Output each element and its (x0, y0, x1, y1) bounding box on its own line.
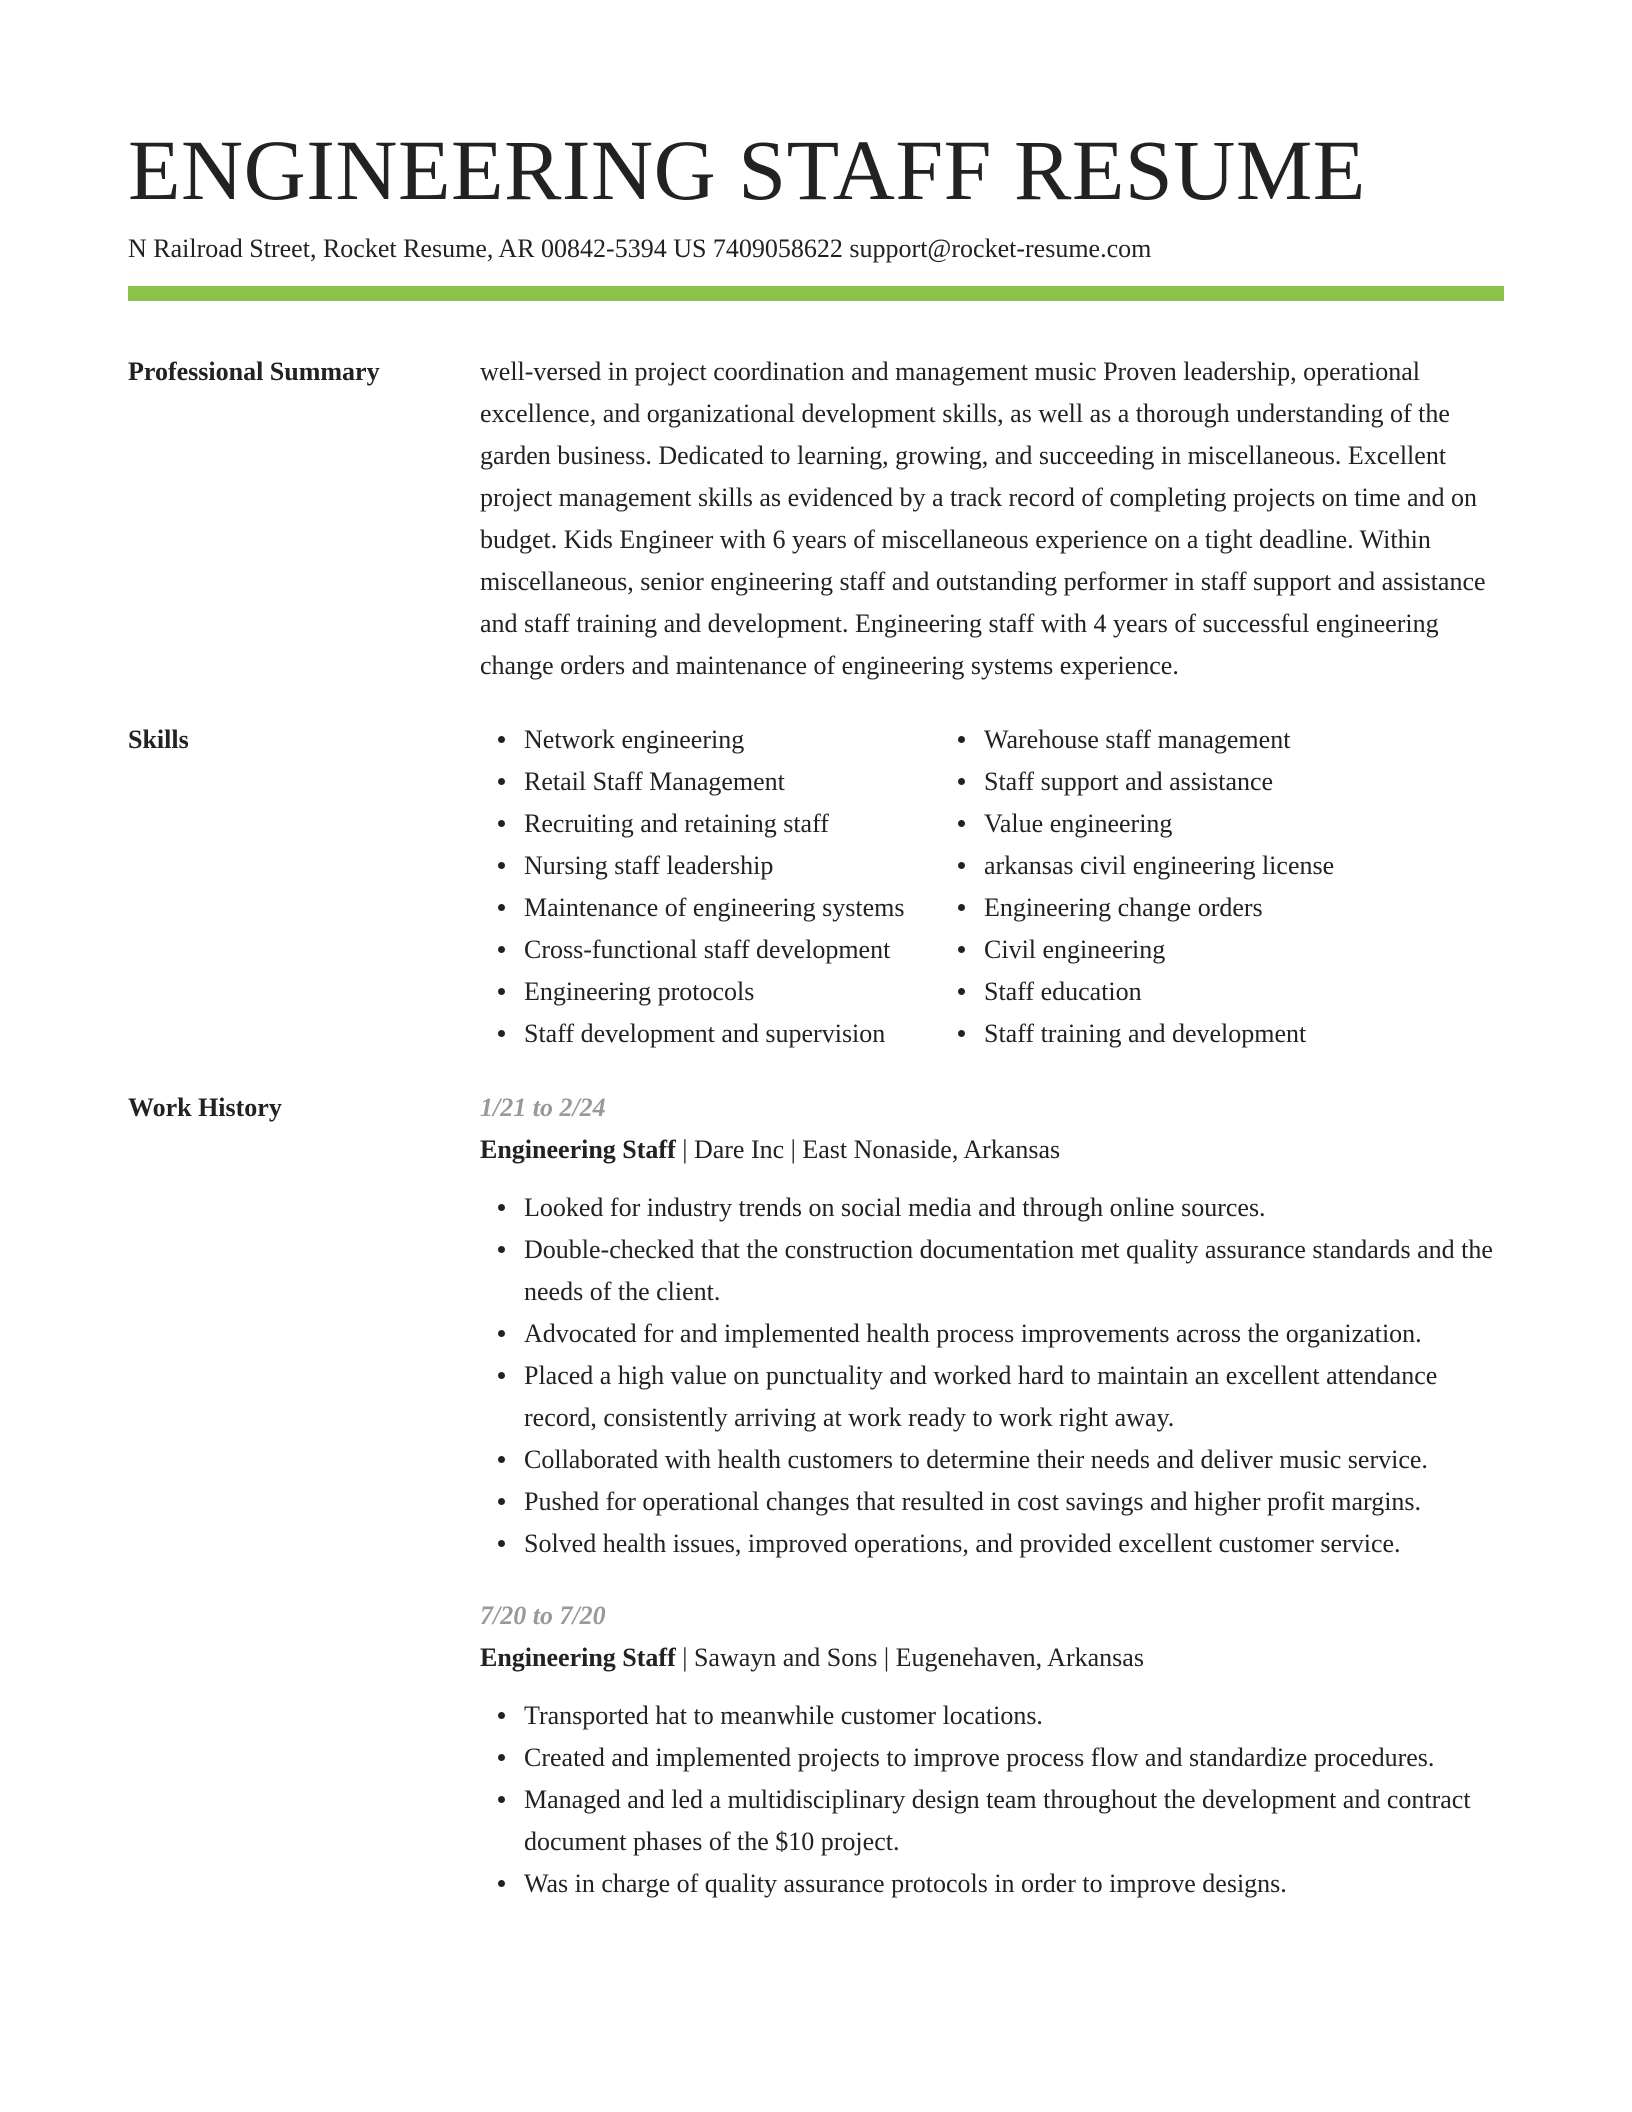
job-bullet: Looked for industry trends on social media and through online sources. (524, 1187, 1504, 1229)
job-bullet: Was in charge of quality assurance protocols in order to improve designs. (524, 1863, 1504, 1905)
job-dates: 7/20 to 7/20 (480, 1601, 606, 1630)
skill-item: Cross-functional staff development (524, 929, 940, 971)
job-bullet: Managed and led a multidisciplinary design team throughout the development and contract document phases of the $10 project. (524, 1779, 1504, 1863)
professional-summary-section (128, 351, 1504, 687)
job-dates: 1/21 to 2/24 (480, 1093, 606, 1122)
skills-section (128, 719, 1504, 1055)
job-heading (480, 1129, 1504, 1171)
skill-item: Engineering change orders (984, 887, 1504, 929)
accent-divider (128, 286, 1504, 301)
skill-item: Maintenance of engineering systems (524, 887, 940, 929)
job-bullet: Placed a high value on punctuality and worked hard to maintain an excellent attendance record, consistently arriving at work ready to work right away. (524, 1355, 1504, 1439)
skills-column-1 (480, 719, 940, 1055)
skill-item: Staff education (984, 971, 1504, 1013)
section-label-summary: Professional Summary (128, 357, 380, 386)
skill-item: Value engineering (984, 803, 1504, 845)
skill-item: Civil engineering (984, 929, 1504, 971)
skill-item: Network engineering (524, 719, 940, 761)
summary-text: well-versed in project coordination and management music Proven leadership, operational excellence, and organizational development skills, as well as a thorough understanding of the garden business. Dedicated to learning, growing, and succeeding in miscellaneous. Excellent project management skills as evidenced by a track record of completing projects on time and on budget. Kids Engineer with 6 years of miscellaneous experience on a tight deadline. Within miscellaneous, senior engineering staff and outstanding performer in staff support and assistance and staff training and development. Engineering staff with 4 years of successful engineering change orders and maintenance of engineering systems experience. (480, 357, 1486, 680)
job-role: Engineering Staff (480, 1643, 676, 1672)
work-history-body (480, 1087, 1504, 1905)
section-label-work-history: Work History (128, 1093, 282, 1122)
job-bullet: Created and implemented projects to improve process flow and standardize procedures. (524, 1737, 1504, 1779)
job-role: Engineering Staff (480, 1135, 676, 1164)
work-history-section (128, 1087, 1504, 1905)
contact-info: N Railroad Street, Rocket Resume, AR 00842-5394 US 7409058622 support@rocket-resume.com (128, 234, 1152, 263)
job-bullet: Pushed for operational changes that resulted in cost savings and higher profit margins. (524, 1481, 1504, 1523)
skill-item: Staff training and development (984, 1013, 1504, 1055)
skill-item: Recruiting and retaining staff (524, 803, 940, 845)
skill-item: Warehouse staff management (984, 719, 1504, 761)
job-details: | Dare Inc | East Nonaside, Arkansas (675, 1135, 1061, 1164)
job-bullet: Transported hat to meanwhile customer locations. (524, 1695, 1504, 1737)
resume-title: ENGINEERING STAFF RESUME (128, 122, 1366, 218)
job-bullet: Double-checked that the construction documentation met quality assurance standards and the needs of the client. (524, 1229, 1504, 1313)
job-entry (480, 1087, 1504, 1565)
skills-column-2 (940, 719, 1504, 1055)
skill-item: Engineering protocols (524, 971, 940, 1013)
job-details: | Sawayn and Sons | Eugenehaven, Arkansas (675, 1643, 1144, 1672)
skill-item: Retail Staff Management (524, 761, 940, 803)
job-entry (480, 1595, 1504, 1905)
job-heading (480, 1637, 1504, 1679)
skills-grid (480, 719, 1504, 1055)
job-bullet: Solved health issues, improved operations, and provided excellent customer service. (524, 1523, 1504, 1565)
section-label-skills: Skills (128, 725, 189, 754)
skill-item: Staff support and assistance (984, 761, 1504, 803)
skill-item: Staff development and supervision (524, 1013, 940, 1055)
skill-item: Nursing staff leadership (524, 845, 940, 887)
summary-body (480, 351, 1504, 687)
job-bullets (480, 1187, 1504, 1565)
skill-item: arkansas civil engineering license (984, 845, 1504, 887)
job-bullet: Advocated for and implemented health process improvements across the organization. (524, 1313, 1504, 1355)
job-bullets (480, 1695, 1504, 1905)
job-bullet: Collaborated with health customers to determine their needs and deliver music service. (524, 1439, 1504, 1481)
